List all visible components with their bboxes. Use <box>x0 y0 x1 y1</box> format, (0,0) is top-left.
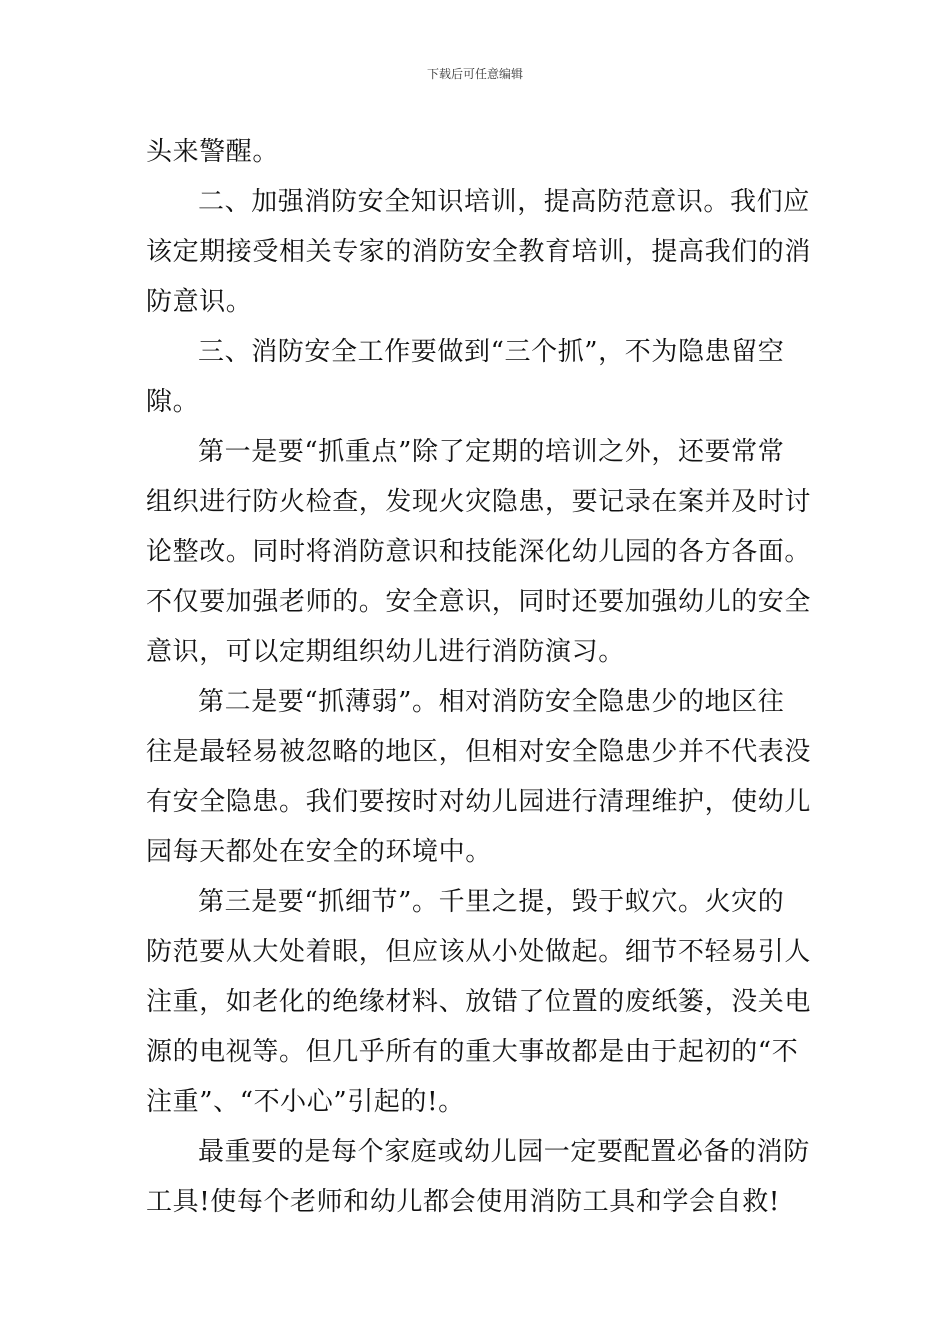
document-body <box>146 127 810 1227</box>
text-line: 工具!使每个老师和幼儿都会使用消防工具和学会自救! <box>146 1187 780 1217</box>
text-line: 第三是要“抓细节”。千里之提，毁于蚁穴。火灾的 <box>198 887 785 917</box>
text-line: 源的电视等。但几乎所有的重大事故都是由于起初的“不 <box>146 1037 799 1067</box>
text-line: 三、消防安全工作要做到“三个抓”，不为隐患留空 <box>198 337 785 367</box>
text-line: 往是最轻易被忽略的地区，但相对安全隐患少并不代表没 <box>146 737 812 767</box>
text-line: 园每天都处在安全的环境中。 <box>146 837 492 867</box>
text-line: 第二是要“抓薄弱”。相对消防安全隐患少的地区往 <box>198 687 785 717</box>
text-line: 意识，可以定期组织幼儿进行消防演习。 <box>146 637 625 667</box>
text-line: 防意识。 <box>146 287 253 317</box>
text-line: 有安全隐患。我们要按时对幼儿园进行清理维护，使幼儿 <box>146 787 812 817</box>
text-line: 注重，如老化的绝缘材料、放错了位置的废纸篓，没关电 <box>146 987 812 1017</box>
text-line: 第一是要“抓重点”除了定期的培训之外，还要常常 <box>198 437 785 467</box>
text-line: 最重要的是每个家庭或幼儿园一定要配置必备的消防 <box>198 1137 810 1167</box>
text-line: 防范要从大处着眼，但应该从小处做起。细节不轻易引人 <box>146 937 812 967</box>
text-line: 不仅要加强老师的。安全意识，同时还要加强幼儿的安全 <box>146 587 812 617</box>
text-line: 二、加强消防安全知识培训，提高防范意识。我们应 <box>198 187 810 217</box>
text-line: 注重”、“不小心”引起的!。 <box>146 1087 465 1117</box>
text-line: 论整改。同时将消防意识和技能深化幼儿园的各方各面。 <box>146 537 812 567</box>
text-line: 该定期接受相关专家的消防安全教育培训，提高我们的消 <box>146 237 812 267</box>
text-line: 头来警醒。 <box>146 137 280 167</box>
page-header: 下载后可任意编辑 <box>426 67 523 81</box>
text-line: 组织进行防火检查，发现火灾隐患，要记录在案并及时讨 <box>146 487 812 517</box>
text-line: 隙。 <box>146 387 200 417</box>
